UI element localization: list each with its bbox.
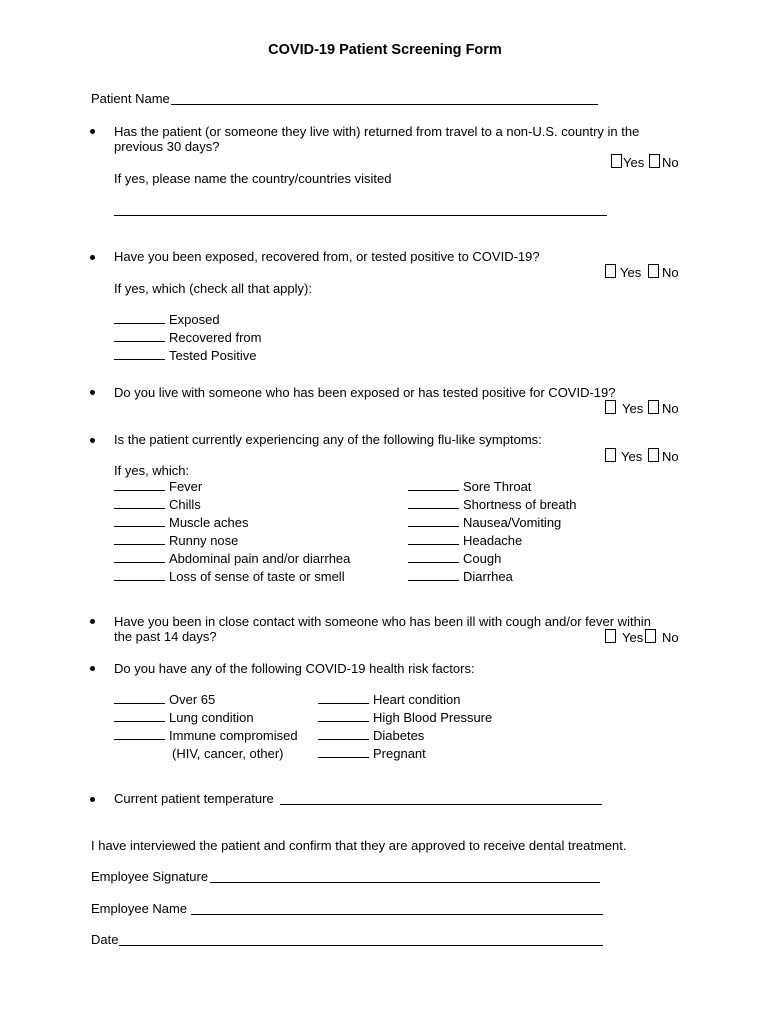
risk-blank[interactable]	[318, 728, 369, 740]
patient-name-label: Patient Name	[91, 91, 170, 106]
employee-signature-label: Employee Signature	[91, 869, 209, 884]
q4-no-checkbox[interactable]	[648, 448, 659, 462]
q5-no-label: No	[662, 630, 679, 645]
symptom-sore-throat	[408, 479, 531, 494]
symptom-muscle-aches	[114, 515, 248, 530]
bullet-icon	[90, 129, 95, 134]
symptom-blank[interactable]	[408, 515, 459, 527]
risk-blank[interactable]	[318, 710, 369, 722]
q2-yes-checkbox[interactable]	[605, 264, 616, 278]
risk-lung-condition	[114, 710, 254, 725]
risk-blank[interactable]	[114, 692, 165, 704]
symptom-blank[interactable]	[408, 497, 459, 509]
q2-no-label: No	[662, 265, 679, 280]
symptom-label: Muscle aches	[169, 515, 249, 530]
page-title: COVID-19 Patient Screening Form	[268, 42, 502, 58]
symptom-label: Runny nose	[169, 533, 239, 548]
bullet-icon	[90, 666, 95, 671]
risk-blank[interactable]	[318, 692, 369, 704]
q4-followup: If yes, which:	[114, 463, 190, 478]
q1-countries-field[interactable]	[114, 215, 607, 216]
q5-text-line1: Have you been in close contact with someone who has been ill with cough and/or fever within	[114, 614, 651, 629]
symptom-blank[interactable]	[408, 479, 459, 491]
q2-option-label: Exposed	[169, 312, 220, 327]
q1-text-line1: Has the patient (or someone they live with) returned from travel to a non-U.S. country in the	[114, 124, 640, 139]
q5-yes-checkbox[interactable]	[605, 629, 616, 643]
symptom-blank[interactable]	[114, 533, 165, 545]
symptom-blank[interactable]	[114, 497, 165, 509]
symptom-chills	[114, 497, 201, 512]
risk-immune-compromised	[114, 728, 298, 743]
symptom-label: Cough	[463, 551, 502, 566]
symptom-label: Headache	[463, 533, 523, 548]
bullet-icon	[90, 390, 95, 395]
symptom-label: Shortness of breath	[463, 497, 577, 512]
employee-signature-field[interactable]	[210, 882, 600, 883]
bullet-icon	[90, 438, 95, 443]
q1-followup: If yes, please name the country/countries visited	[114, 171, 392, 186]
symptom-blank[interactable]	[408, 533, 459, 545]
bullet-icon	[90, 255, 95, 260]
q1-text-line2: previous 30 days?	[114, 139, 220, 154]
symptom-runny-nose	[114, 533, 238, 548]
q2-yes-label: Yes	[620, 265, 642, 280]
symptom-cough	[408, 551, 501, 566]
symptom-fever	[114, 479, 202, 494]
risk-label: Over 65	[169, 692, 216, 707]
symptom-blank[interactable]	[114, 515, 165, 527]
bullet-icon	[90, 797, 95, 802]
symptom-abdominal-pain	[114, 551, 350, 566]
q6-text: Do you have any of the following COVID-19 health risk factors:	[114, 661, 475, 676]
risk-pregnant	[318, 746, 426, 761]
q3-text: Do you live with someone who has been exposed or has tested positive for COVID-19?	[114, 385, 616, 400]
q1-yes-label: Yes	[623, 155, 645, 170]
bullet-icon	[90, 619, 95, 624]
q2-followup: If yes, which (check all that apply):	[114, 281, 312, 296]
q4-text: Is the patient currently experiencing any of the following flu-like symptoms:	[114, 432, 542, 447]
risk-high-blood-pressure	[318, 710, 492, 725]
risk-diabetes	[318, 728, 424, 743]
symptom-label: Fever	[169, 479, 203, 494]
q3-no-checkbox[interactable]	[648, 400, 659, 414]
temperature-label: Current patient temperature	[114, 791, 274, 806]
q2-no-checkbox[interactable]	[648, 264, 659, 278]
q3-no-label: No	[662, 401, 679, 416]
q2-option-tested	[114, 348, 256, 363]
q5-text-line2: the past 14 days?	[114, 629, 217, 644]
q1-yes-checkbox[interactable]	[611, 154, 622, 168]
symptom-label: Loss of sense of taste or smell	[169, 569, 345, 584]
symptom-blank[interactable]	[114, 551, 165, 563]
q2-option-exposed	[114, 312, 220, 327]
risk-heart-condition	[318, 692, 460, 707]
risk-label: Pregnant	[373, 746, 426, 761]
q2-option-label: Recovered from	[169, 330, 262, 345]
q3-yes-checkbox[interactable]	[605, 400, 616, 414]
q5-yes-label: Yes	[622, 630, 644, 645]
q2-tested-blank[interactable]	[114, 348, 165, 360]
risk-blank[interactable]	[114, 728, 165, 740]
confirmation-statement: I have interviewed the patient and confirm that they are approved to receive dental treatment.	[91, 838, 627, 853]
symptom-label: Nausea/Vomiting	[463, 515, 562, 530]
symptom-diarrhea	[408, 569, 513, 584]
symptom-label: Abdominal pain and/or diarrhea	[169, 551, 351, 566]
q3-yes-label: Yes	[622, 401, 644, 416]
symptom-label: Diarrhea	[463, 569, 513, 584]
q2-option-label: Tested Positive	[169, 348, 257, 363]
symptom-blank[interactable]	[408, 551, 459, 563]
risk-label: High Blood Pressure	[373, 710, 493, 725]
symptom-blank[interactable]	[114, 479, 165, 491]
risk-immune-note: (HIV, cancer, other)	[172, 746, 284, 761]
date-label: Date	[91, 932, 119, 947]
q4-yes-checkbox[interactable]	[605, 448, 616, 462]
date-field[interactable]	[119, 945, 603, 946]
symptom-label: Sore Throat	[463, 479, 532, 494]
symptom-blank[interactable]	[408, 569, 459, 581]
risk-label: Lung condition	[169, 710, 254, 725]
q2-exposed-blank[interactable]	[114, 312, 165, 324]
risk-label: Immune compromised	[169, 728, 298, 743]
risk-over-65	[114, 692, 215, 707]
employee-name-field[interactable]	[191, 914, 603, 915]
q4-yes-label: Yes	[621, 449, 643, 464]
risk-label: Heart condition	[373, 692, 461, 707]
q5-no-checkbox[interactable]	[645, 629, 656, 643]
patient-name-field[interactable]	[171, 104, 598, 105]
q2-recovered-blank[interactable]	[114, 330, 165, 342]
q4-no-label: No	[662, 449, 679, 464]
symptom-nausea	[408, 515, 561, 530]
symptom-shortness-of-breath	[408, 497, 576, 512]
risk-label: Diabetes	[373, 728, 425, 743]
q2-text: Have you been exposed, recovered from, or tested positive to COVID-19?	[114, 249, 540, 264]
employee-name-label: Employee Name	[91, 901, 188, 916]
symptom-headache	[408, 533, 522, 548]
q1-no-checkbox[interactable]	[649, 154, 660, 168]
risk-blank[interactable]	[114, 710, 165, 722]
temperature-field[interactable]	[280, 804, 602, 805]
symptom-label: Chills	[169, 497, 201, 512]
symptom-blank[interactable]	[114, 569, 165, 581]
q2-option-recovered	[114, 330, 261, 345]
risk-blank[interactable]	[318, 746, 369, 758]
symptom-loss-of-taste	[114, 569, 345, 584]
q1-no-label: No	[662, 155, 679, 170]
